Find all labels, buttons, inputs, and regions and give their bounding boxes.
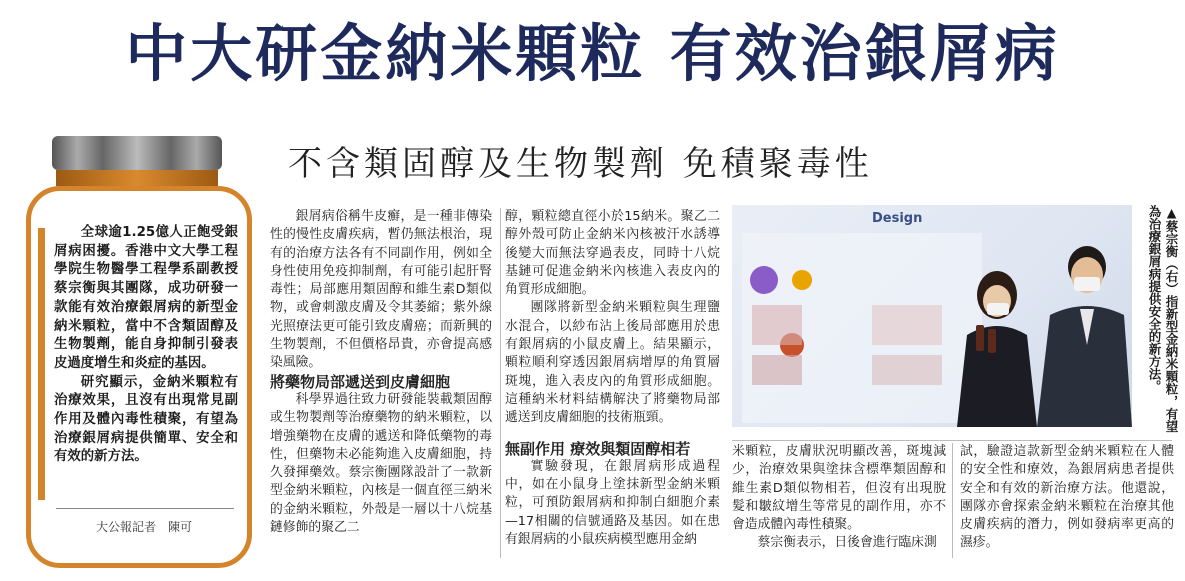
article-paragraph: 試，驗證這款新型金納米顆粒在人體的安全性和療效，為銀屑病患者提供安全和有效的新治療方法。他還說，團隊亦會探索金納米顆粒在治療其他皮膚疾病的潛力，例如發病率更高的濕疹。 (960, 444, 1174, 551)
bottle-cap-graphic (52, 136, 222, 170)
vial-graphic (988, 329, 996, 353)
article-paragraph: 米顆粒，皮膚狀況明顯改善，斑塊減少，治療效果與塗抹含標準類固醇和維生素D類似物相若，但沒有出現脫髮和皺紋增生等常見的副作用，亦不會造成體內毒性積聚。 (732, 444, 946, 533)
article-paragraph: 蔡宗衡表示，日後會進行臨床測 (757, 535, 937, 551)
sidebar-accent-bar (38, 228, 45, 500)
sidebar-paragraph: 研究顯示，金納米顆粒有治療效果，且沒有出現常見副作用及體內毒性積聚，有望為治療銀屑病提供簡單、安全和有效的新方法。 (54, 374, 238, 465)
column-divider (952, 443, 953, 558)
section-heading: 將藥物局部遞送到皮膚細胞 (270, 372, 451, 391)
section-divider (732, 440, 1172, 441)
article-paragraph: 團隊將新型金納米顆粒與生理鹽水混合，以紗布沾上後局部應用於患有銀屑病的小鼠皮膚上。結果顯示，顆粒順利穿透因銀屑病增厚的角質層斑塊，進入表皮內的角質形成細胞。這種納米材料結構解決了將藥物局部遞送到皮膚細胞的技術瓶頸。 (505, 300, 720, 426)
article-paragraph: 科學界過往致力研發能裝載類固醇或生物製劑等治療藥物的納米顆粒，以增強藥物在皮膚的遞送和降低藥物的毒性，但藥物未必能夠進入皮膚細胞，持久發揮藥效。蔡宗衡團隊設計了一款新型金納米顆粒，內核是一個直徑三納米的金納米顆粒，外殼是一層以十八烷基鏈修飾的聚乙二 (270, 391, 492, 536)
photo-illustration (732, 205, 1132, 427)
photo-researchers (732, 205, 1132, 427)
section-heading: 無副作用 療效與類固醇相若 (505, 439, 691, 458)
article-paragraph: 醇，顆粒總直徑小於15納米。聚乙二醇外殼可防止金納米內核被汗水誘導後變大而無法穿過表皮，同時十八烷基鏈可促進金納米內核進入表皮內的角質形成細胞。 (505, 209, 720, 298)
photo-caption: ▲蔡宗衡（右）指新型金納米顆粒，有望為治療銀屑病提供安全的新方法。 (1147, 205, 1179, 433)
bottle-neck-graphic (56, 170, 218, 186)
byline-divider (56, 508, 234, 509)
article-column-4 (960, 443, 1174, 553)
sidebar-paragraph: 全球逾1.25億人正飽受銀屑病困擾。香港中文大學工程學院生物醫學工程學系副教授蔡宗衡與其團隊，成功研發一款能有效治療銀屑病的新型金納米顆粒，當中不含類固醇及生物製劑，能自身抑制引發表皮過度增生和炎症的基因。 (54, 225, 238, 371)
slide-title: Design (872, 211, 923, 226)
article-column-2 (505, 208, 720, 549)
sidebar-summary (54, 224, 238, 467)
nanoparticle-graphic (750, 266, 778, 294)
article-paragraph: 銀屑病俗稱牛皮癬，是一種非傳染性的慢性皮膚疾病，暫仍無法根治，現有的治療方法各有不同副作用，例如全身性使用免疫抑制劑，有可能引起肝腎毒性；局部應用類固醇和維生素D類似物，或會刺激皮膚及令其萎縮；紫外線光照療法更可能引致皮膚癌；而新興的生物製劑，不但價格昂貴，亦會提高感染風險。 (270, 209, 492, 371)
article-column-3 (732, 443, 946, 553)
article-paragraph: 實驗發現，在銀屑病形成過程中，如在小鼠身上塗抹新型金納米顆粒，可預防銀屑病和抑制白細胞介素—17相關的信號通路及基因。如在患有銀屑病的小鼠疾病模型應用金納 (505, 458, 720, 548)
vial-graphic (976, 325, 984, 351)
byline: 大公報記者 陳可 (96, 520, 193, 534)
gold-particle-graphic (792, 270, 812, 290)
headline: 中大研金納米顆粒 有效治銀屑病 (125, 17, 1060, 90)
subheadline: 不含類固醇及生物製劑 免積聚毒性 (288, 144, 873, 184)
column-divider (500, 208, 501, 558)
article-column-1 (270, 208, 492, 537)
